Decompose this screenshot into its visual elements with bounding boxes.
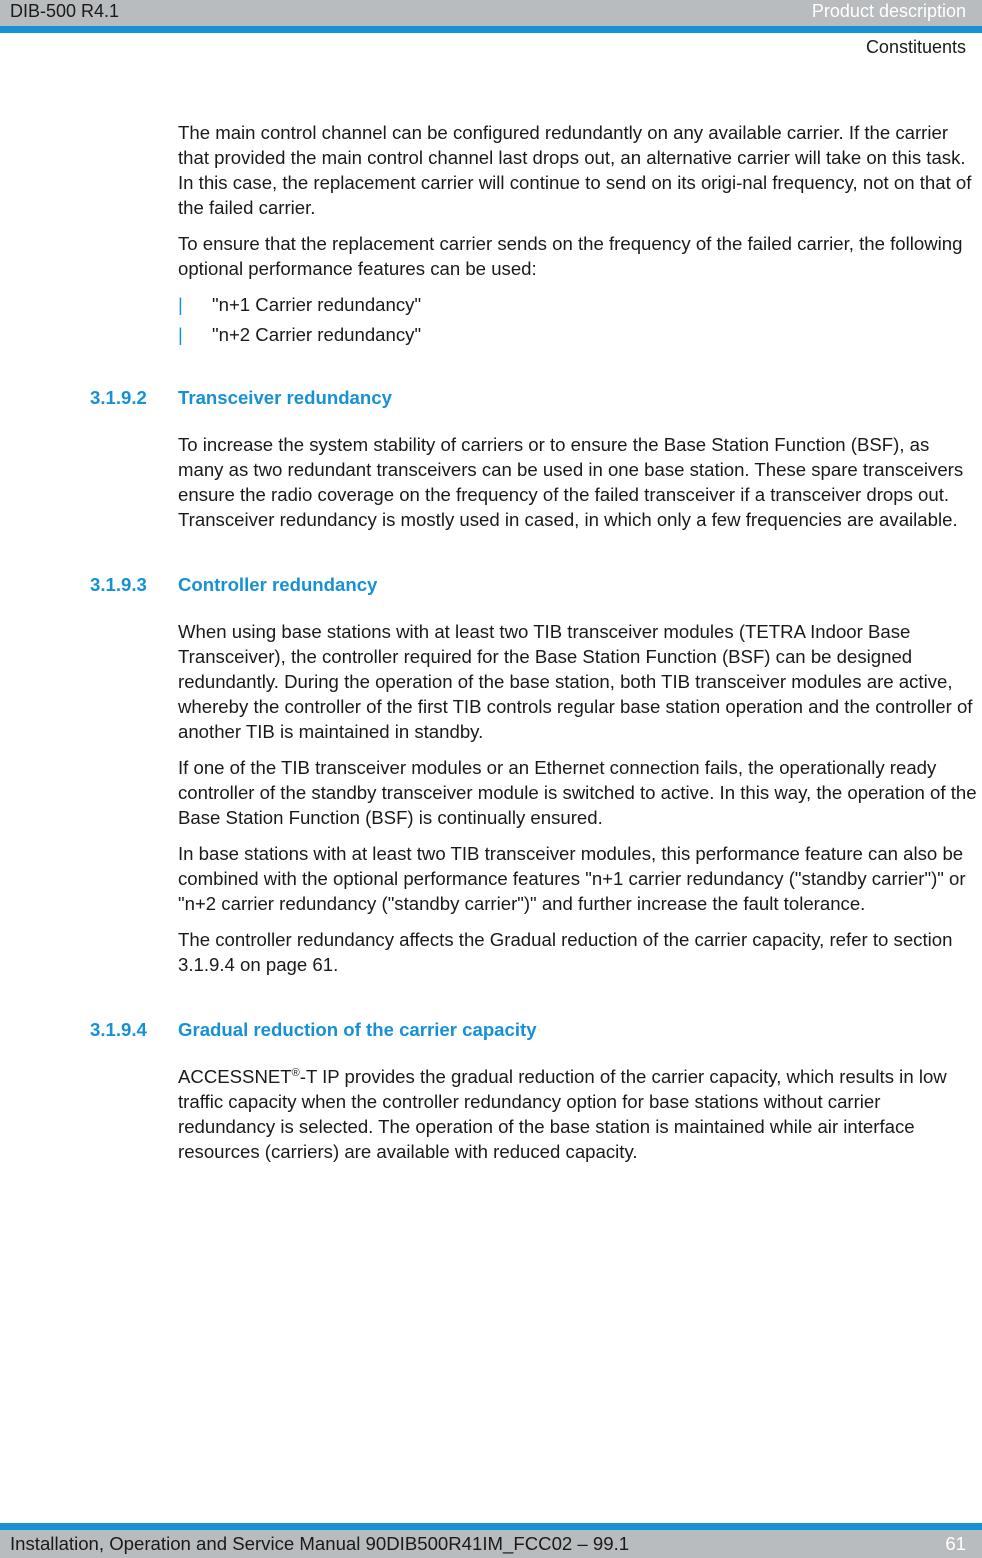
section-number: 3.1.9.2: [90, 387, 147, 408]
section-paragraph: [178, 1064, 978, 1164]
list-item: [178, 322, 978, 347]
intro-paragraph-1: The main control channel can be configured redundantly on any available carrier. If the carrier that provided the main control channel last drops out, an alternative carrier will take on this task. In this case, the replacement carrier will continue to send on its origi-nal frequency, not on that of the failed carrier.: [178, 122, 972, 218]
section-title: Controller redundancy: [178, 574, 378, 595]
header-subchapter: Constituents: [865, 37, 966, 57]
header-accent-line: [0, 26, 982, 33]
section-paragraph: When using base stations with at least two TIB transceiver modules (TETRA Indoor Base Transceiver), the controller required for the Base Station Function (BSF) can be designed redundantly. During the operation of the base station, both TIB transceiver modules are active, whereby the controller of the first TIB controls regular base station operation and the controller of another TIB is maintained in standby.: [178, 621, 973, 742]
header-chapter: Product description: [811, 1, 966, 21]
section-paragraph: In base stations with at least two TIB transceiver modules, this performance feature can also be combined with the optional performance features "n+1 carrier redundancy ("standby carrier")" or "n+2 carrier redundancy ("standby carrier")" and further increase the fault tolerance.: [178, 843, 966, 914]
footer-manual-title: Installation, Operation and Service Manual 90DIB500R41IM_FCC02 – 99.1: [10, 1533, 630, 1554]
section-paragraph-text: -T IP provides the gradual reduction of the carrier capacity, which results in low traffic capacity when the controller redundancy option for base stations without carrier redundancy is selected. The operation of the base station is maintained while air interface resources (carriers) are available with reduced capacity.: [178, 1066, 947, 1162]
section-number: 3.1.9.4: [90, 1019, 147, 1040]
section-paragraph: If one of the TIB transceiver modules or an Ethernet connection fails, the operationally ready controller of the standby transceiver module is switched to active. In this way, the operation of the Base Station Function (BSF) is continually ensured.: [178, 757, 977, 828]
registered-mark: ®: [291, 1066, 300, 1079]
section-gradual-reduction: [90, 1017, 978, 1164]
section-paragraph: The controller redundancy affects the Gradual reduction of the carrier capacity, refer to section 3.1.9.4 on page 61.: [178, 929, 953, 975]
list-item: [178, 292, 978, 317]
page-number: 61: [945, 1533, 966, 1554]
list-item-text: "n+2 Carrier redundancy": [212, 324, 422, 345]
footer-accent-line: [0, 1523, 982, 1530]
intro-paragraph-2: To ensure that the replacement carrier sends on the frequency of the failed carrier, the following optional performance features can be used:: [178, 233, 963, 279]
bullet-mark: |: [178, 324, 183, 345]
brand-name: ACCESSNET: [178, 1066, 292, 1087]
footer-bar: [0, 1530, 982, 1558]
section-controller-redundancy: [90, 572, 978, 977]
header-bar: [0, 0, 982, 26]
list-item-text: "n+1 Carrier redundancy": [212, 294, 422, 315]
section-transceiver-redundancy: [90, 385, 978, 532]
section-paragraph: To increase the system stability of carriers or to ensure the Base Station Function (BSF), as many as two redundant transceivers can be used in one base station. These spare transceivers ensure the radio coverage on the frequency of the failed transceiver if a transceiver drops out. Transceiver redundancy is mostly used in cased, in which only a few frequencies are available.: [178, 434, 964, 530]
bullet-mark: |: [178, 294, 183, 315]
header-doc-id: DIB-500 R4.1: [10, 1, 120, 21]
section-title: Transceiver redundancy: [178, 387, 392, 408]
section-title: Gradual reduction of the carrier capacity: [178, 1019, 537, 1040]
section-number: 3.1.9.3: [90, 574, 147, 595]
page-content: [90, 120, 978, 1175]
